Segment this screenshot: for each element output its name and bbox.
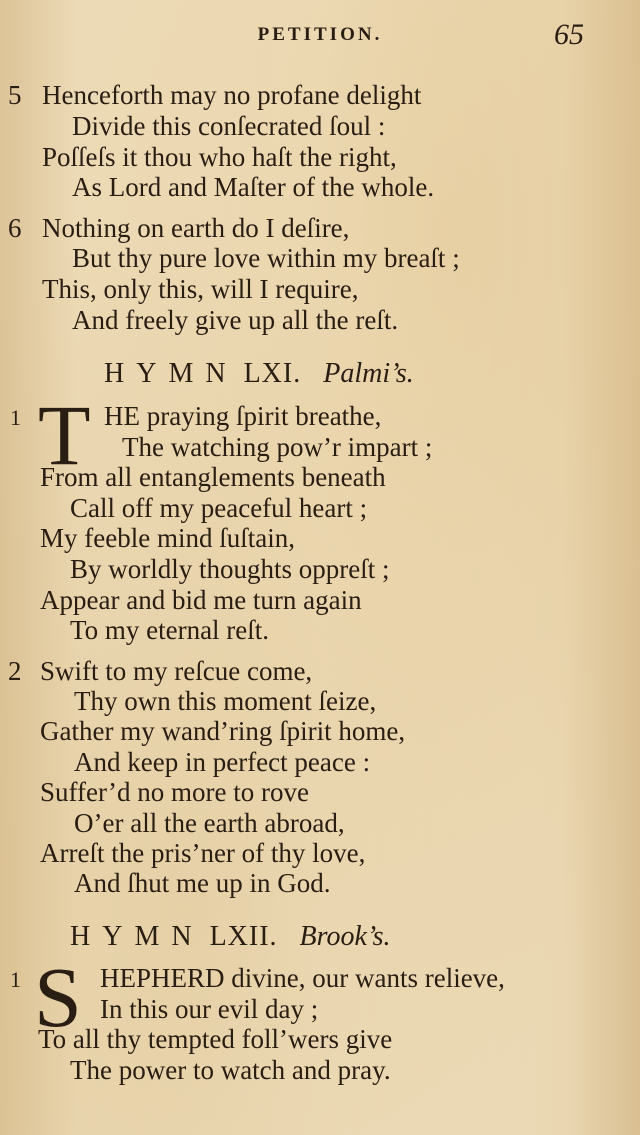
verse-line: My feeble mind ſuſtain, — [40, 523, 295, 553]
verse-line: By worldly thoughts oppreſt ; — [70, 554, 390, 584]
verse-line: Gather my wand’ring ſpirit home, — [40, 716, 406, 746]
hymn-label: HYMN — [70, 921, 204, 952]
verse-line: The watching pow’r impart ; — [122, 432, 433, 462]
verse-line: Poſſeſs it thou who haſt the right, — [42, 142, 397, 172]
hymn-heading — [104, 358, 414, 390]
verse-line: Thy own this moment ſeize, — [74, 686, 377, 716]
tune-name: Palmi’s. — [323, 358, 414, 389]
hymn-label: HYMN — [104, 358, 238, 389]
verse-line: As Lord and Maſter of the whole. — [72, 172, 435, 202]
verse-line: In this our evil day ; — [100, 994, 319, 1024]
verse-line: And keep in perfect peace : — [74, 747, 371, 777]
verse-line: To my eternal reſt. — [70, 615, 270, 645]
verse-line: And freely give up all the reſt. — [72, 305, 399, 335]
verse-line: Nothing on earth do I deſire, — [42, 213, 350, 243]
hymn-number: LXI. — [243, 358, 302, 389]
hymn-number: LXII. — [209, 921, 278, 952]
verse-line: HE praying ſpirit breathe, — [104, 401, 382, 431]
verse-line: Divide this conſecrated ſoul : — [72, 111, 386, 141]
running-head: PETITION. — [257, 24, 383, 45]
stanza-number: 2 — [8, 656, 22, 686]
stanza-number: 1 — [10, 967, 21, 992]
verse-line: Suffer’d no more to rove — [40, 777, 309, 807]
stanza-number: 1 — [10, 405, 21, 430]
drop-cap: S — [34, 949, 82, 1045]
verse-line: Henceforth may no profane delight — [42, 80, 422, 110]
drop-cap: T — [38, 387, 91, 483]
verse-line: Arreſt the pris’ner of thy love, — [40, 838, 366, 868]
verse-line: Swift to my reſcue come, — [40, 656, 313, 686]
page-number: 65 — [554, 18, 584, 51]
stanza-number: 6 — [8, 213, 22, 243]
verse-line: The power to watch and pray. — [70, 1055, 391, 1085]
verse-line: Call off my peaceful heart ; — [70, 493, 368, 523]
verse-line: This, only this, will I require, — [42, 274, 359, 304]
verse-line: HEPHERD divine, our wants relieve, — [100, 963, 505, 993]
verse-line: To all thy tempted foll’wers give — [38, 1024, 393, 1054]
verse-line: From all entanglements beneath — [40, 462, 386, 492]
verse-line: And ſhut me up in God. — [74, 868, 331, 898]
hymn-heading — [70, 921, 391, 953]
stanza-number: 5 — [8, 80, 22, 110]
verse-line: But thy pure love within my breaſt ; — [72, 243, 460, 273]
tune-name: Brook’s. — [299, 921, 391, 952]
verse-line: O’er all the earth abroad, — [74, 808, 345, 838]
verse-line: Appear and bid me turn again — [40, 585, 362, 615]
